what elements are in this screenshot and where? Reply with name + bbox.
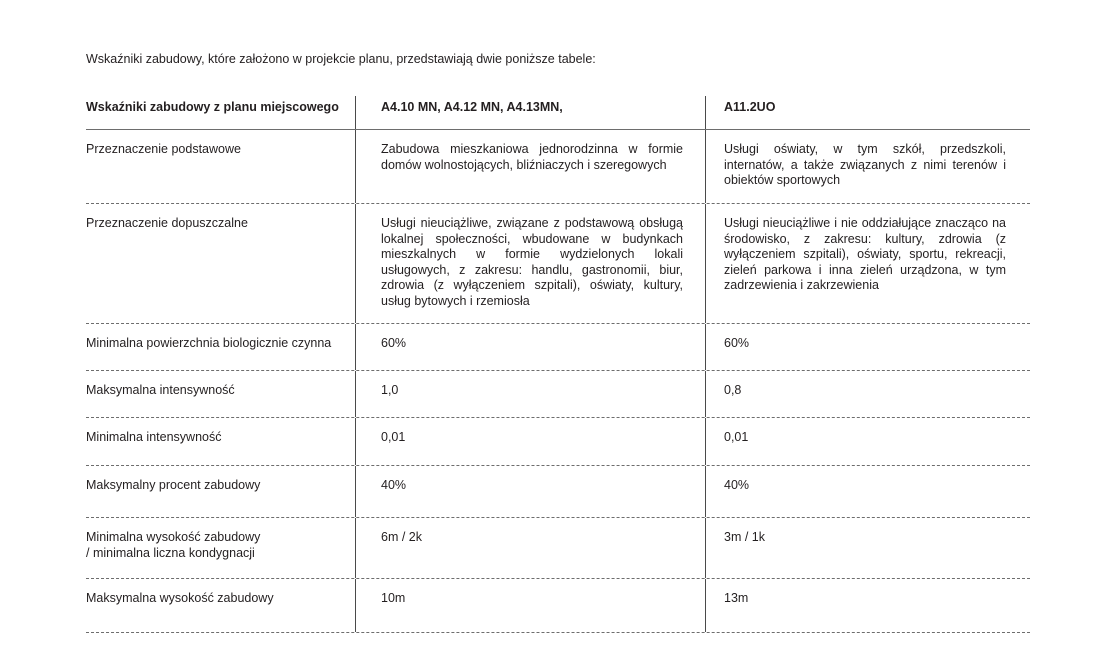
row-label: Przeznaczenie dopuszczalne <box>86 216 248 230</box>
row-label: Minimalna intensywność <box>86 430 222 444</box>
cell-zone-mn: 0,01 <box>355 418 705 465</box>
cell-zone-mn: 1,0 <box>355 371 705 417</box>
cell-zone-uo: 3m / 1k <box>705 518 1030 578</box>
cell-zone-uo: 13m <box>705 579 1030 632</box>
cell-zone-uo: 0,01 <box>705 418 1030 465</box>
table-row <box>86 466 1030 518</box>
cell-zone-uo: 60% <box>705 324 1030 370</box>
table-row <box>86 418 1030 466</box>
table-row <box>86 204 1030 324</box>
row-label-line-1: Minimalna wysokość zabudowy <box>86 530 261 544</box>
table-row <box>86 371 1030 418</box>
row-label: Maksymalna wysokość zabudowy <box>86 591 274 605</box>
cell-zone-mn: 10m <box>355 579 705 632</box>
table-row <box>86 130 1030 204</box>
table-header-row <box>86 96 1030 130</box>
cell-zone-uo: Usługi nieuciążliwe i nie oddziałujące znacząco na środowisko, z zakresu: kultury, zdrowia (z wyłączeniem szpitali), oświaty, sportu, rekreacji, zieleń parkowa i inna zieleń urządzona, w tym zadrzewienia i zakrzewienia <box>705 204 1030 323</box>
cell-zone-mn: Zabudowa mieszkaniowa jednorodzinna w formie domów wolnostojących, bliźniaczych i szeregowych <box>355 130 705 203</box>
cell-zone-mn: 6m / 2k <box>355 518 705 578</box>
cell-zone-uo: 0,8 <box>705 371 1030 417</box>
table-row <box>86 324 1030 371</box>
cell-zone-uo: Usługi oświaty, w tym szkół, przedszkoli, internatów, a także związanych z nimi terenów i obiektów sportowych <box>705 130 1030 203</box>
table-row <box>86 579 1030 633</box>
row-label: Minimalna powierzchnia biologicznie czynna <box>86 336 332 350</box>
header-zone-mn: A4.10 MN, A4.12 MN, A4.13MN, <box>355 96 705 129</box>
row-label: Maksymalna intensywność <box>86 383 235 397</box>
cell-zone-mn: Usługi nieuciążliwe, związane z podstawową obsługą lokalnej społeczności, wbudowane w budynkach mieszkalnych w formie wydzielonych lokali usługowych, z zakresu: handlu, gastronomii, biur, zdrowia (z wyłączeniem szpitali), oświaty, kultury, usług bytowych i rzemiosła <box>355 204 705 323</box>
intro-paragraph: Wskaźniki zabudowy, które założono w projekcie planu, przedstawiają dwie poniższe tabele: <box>86 52 596 66</box>
building-indicators-table <box>86 96 1030 633</box>
header-zone-uo: A11.2UO <box>705 96 1030 129</box>
cell-zone-mn: 60% <box>355 324 705 370</box>
row-label-multiline <box>86 518 355 578</box>
row-label-line-2: / minimalna liczna kondygnacji <box>86 545 255 560</box>
header-indicators: Wskaźniki zabudowy z planu miejscowego <box>86 100 339 114</box>
row-label: Przeznaczenie podstawowe <box>86 142 241 156</box>
cell-zone-mn: 40% <box>355 466 705 517</box>
row-label: Maksymalny procent zabudowy <box>86 478 261 492</box>
cell-zone-uo: 40% <box>705 466 1030 517</box>
table-row <box>86 518 1030 579</box>
